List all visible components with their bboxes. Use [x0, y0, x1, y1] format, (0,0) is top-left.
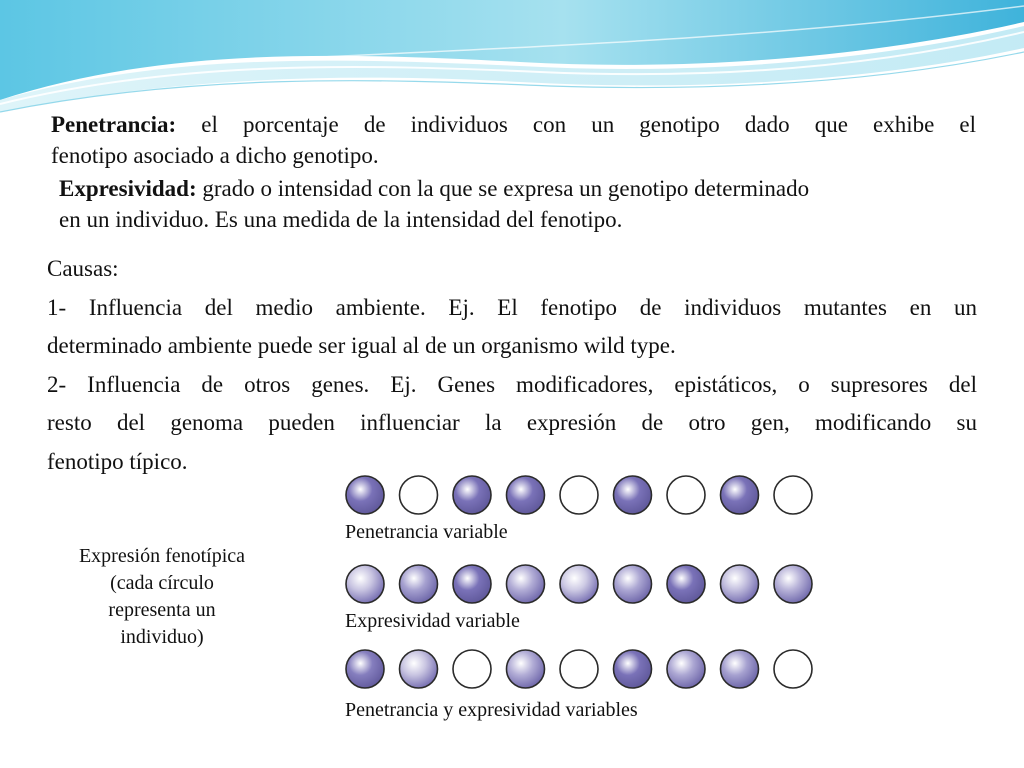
penetrance-line-1 [51, 109, 976, 140]
caption-line-1: Expresión fenotípica [78, 545, 246, 567]
individual-circle-shaded [507, 565, 545, 603]
causes-line-5: fenotipo típico. [47, 448, 188, 474]
individual-circle-empty [560, 650, 598, 688]
individual-circle-shaded [667, 565, 705, 603]
penetrance-text-2: fenotipo asociado a dicho genotipo. [51, 143, 379, 168]
penetrance-term: Penetrancia: [51, 112, 177, 137]
individual-circle-empty [774, 650, 812, 688]
individual-circle-shaded [721, 650, 759, 688]
causes-section [47, 250, 977, 481]
causes-line-4: resto del genoma pueden influenciar la expresión de otro gen, modificando su [47, 410, 977, 435]
individual-circle-empty [453, 650, 491, 688]
individual-circle-shaded [453, 565, 491, 603]
individual-circle-empty [400, 476, 438, 514]
row-label-expressivity: Expresividad variable [345, 610, 520, 632]
individual-circle-shaded [614, 565, 652, 603]
penetrance-definition [51, 109, 976, 171]
caption-line-4: individuo) [120, 626, 204, 648]
penetrance-text-1: el porcentaje de individuos con un genotipo dado que exhibe el [201, 112, 976, 137]
causes-heading: Causas: [47, 256, 119, 281]
circle-rows [320, 463, 858, 721]
individual-circle-empty [667, 476, 705, 514]
individual-circle-shaded [774, 565, 812, 603]
individual-circle-shaded [721, 476, 759, 514]
individual-circle-shaded [507, 650, 545, 688]
individual-circle-shaded [614, 650, 652, 688]
individual-circle-shaded [560, 565, 598, 603]
causes-line-2: determinado ambiente puede ser igual al de un organismo wild type. [47, 333, 676, 358]
phenotype-figure [320, 463, 858, 721]
caption-line-2: (cada círculo [110, 572, 214, 594]
individual-circle-shaded [507, 476, 545, 514]
individual-circle-shaded [400, 565, 438, 603]
individual-circle-shaded [400, 650, 438, 688]
expressivity-line-1 [59, 173, 969, 204]
figure-caption [52, 543, 272, 651]
individual-circle-empty [560, 476, 598, 514]
expressivity-term: Expresividad: [59, 176, 197, 201]
expressivity-text-2: en un individuo. Es una medida de la intensidad del fenotipo. [59, 207, 623, 232]
expressivity-definition [59, 173, 969, 235]
individual-circle-shaded [667, 650, 705, 688]
individual-circle-shaded [346, 650, 384, 688]
expressivity-text-1: grado o intensidad con la que se expresa un genotipo determinado [202, 176, 810, 201]
individual-circle-shaded [346, 476, 384, 514]
causes-line-1: 1- Influencia del medio ambiente. Ej. El fenotipo de individuos mutantes en un [47, 294, 977, 320]
individual-circle-shaded [453, 476, 491, 514]
individual-circle-shaded [721, 565, 759, 603]
row-label-penetrance: Penetrancia variable [345, 521, 508, 543]
header-wave-decoration [0, 0, 1024, 120]
row-label-combined: Penetrancia y expresividad variables [345, 699, 638, 721]
individual-circle-empty [774, 476, 812, 514]
individual-circle-shaded [346, 565, 384, 603]
causes-line-3: 2- Influencia de otros genes. Ej. Genes modificadores, epistáticos, o supresores del [47, 371, 977, 397]
caption-line-3: representa un [108, 599, 216, 621]
individual-circle-shaded [614, 476, 652, 514]
